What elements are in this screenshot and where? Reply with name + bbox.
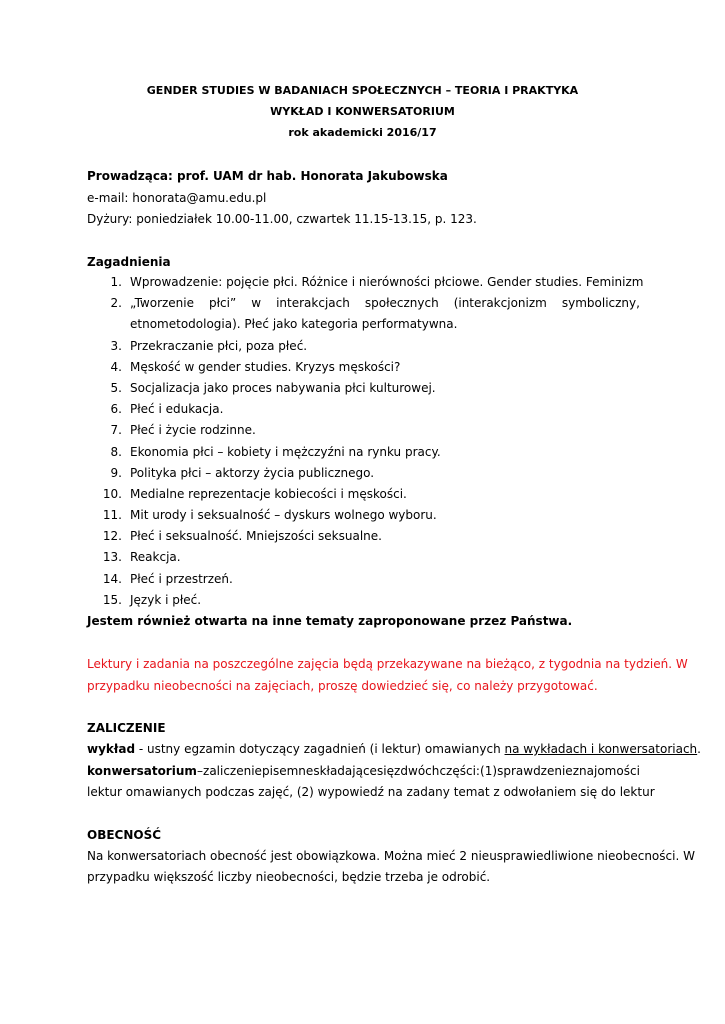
list-item: 13. Reakcja. bbox=[102, 550, 181, 565]
list-item: 5. Socjalizacja jako proces nabywania płci kulturowej. bbox=[110, 380, 436, 395]
list-item: 3. Przekraczanie płci, poza płeć. bbox=[110, 338, 308, 353]
document-title: GENDER STUDIES W BADANIACH SPOŁECZNYCH – TEORIA I PRAKTYKA bbox=[146, 84, 579, 97]
list-item: 1. Wprowadzenie: pojęcie płci. Różnice i nierówności płciowe. Gender studies. Feminizm bbox=[110, 275, 644, 289]
topics-heading: Zagadnienia bbox=[87, 255, 171, 269]
list-item: 12. Płeć i seksualność. Mniejszości seksualne. bbox=[102, 529, 382, 544]
list-item: 14. Płeć i przestrzeń. bbox=[102, 571, 233, 586]
academic-year: rok akademicki 2016/17 bbox=[288, 126, 437, 139]
list-item: 8. Ekonomia płci – kobiety i mężczyźni na rynku pracy. bbox=[110, 444, 441, 459]
topics-list bbox=[87, 272, 644, 611]
readings-note-line-1: Lektury i zadania na poszczególne zajęcia będą przekazywane na bieżąco, z tygodnia na tydzień. W bbox=[87, 657, 688, 671]
list-item: 4. Męskość w gender studies. Kryzys męskości? bbox=[110, 359, 401, 374]
seminar-requirement-line-2: lektur omawianych podczas zajęć, (2) wypowiedź na zadany temat z odwołaniem się do lektur bbox=[87, 785, 655, 799]
readings-note-line-2: przypadku nieobecności na zajęciach, proszę dowiedzieć się, co należy przygotować. bbox=[87, 679, 598, 693]
list-item: 11. Mit urody i seksualność – dyskurs wolnego wyboru. bbox=[102, 508, 437, 523]
open-topics-note: Jestem również otwarta na inne tematy zaproponowane przez Państwa. bbox=[87, 614, 573, 628]
list-item: 2. „Tworzenie płci” w interakcjach społecznych (interakcjonizm symboliczny, etnometodologia). Płeć jako kategoria performatywna. bbox=[87, 293, 640, 335]
topic-2-line-1: „Tworzenie płci” w interakcjach społecznych (interakcjonizm symboliczny, bbox=[130, 296, 640, 311]
topic-2-line-2: etnometodologia). Płeć jako kategoria performatywna. bbox=[130, 317, 458, 332]
attendance-line-2: przypadku większość liczby nieobecności, będzie trzeba je odrobić. bbox=[87, 870, 491, 884]
lecture-requirement: wykład - ustny egzamin dotyczący zagadnień (i lektur) omawianych na wykładach i konwersatoriach. bbox=[87, 742, 701, 756]
list-item: 9. Polityka płci – aktorzy życia publicznego. bbox=[110, 465, 375, 480]
lecturer-line: Prowadząca: prof. UAM dr hab. Honorata Jakubowska bbox=[87, 169, 448, 183]
document-subtitle: WYKŁAD I KONWERSATORIUM bbox=[270, 105, 455, 118]
attendance-line-1: Na konwersatoriach obecność jest obowiązkowa. Można mieć 2 nieusprawiedliwione nieobecności. W bbox=[87, 849, 695, 863]
list-item: 10. Medialne reprezentacje kobiecości i męskości. bbox=[102, 486, 407, 501]
attendance-heading: OBECNOŚĆ bbox=[87, 828, 162, 842]
list-item: 15. Język i płeć. bbox=[102, 592, 202, 607]
list-item: 7. Płeć i życie rodzinne. bbox=[110, 423, 256, 438]
email-line: e-mail: honorata@amu.edu.pl bbox=[87, 191, 267, 205]
office-hours-line: Dyżury: poniedziałek 10.00-11.00, czwartek 11.15-13.15, p. 123. bbox=[87, 212, 477, 226]
list-item: 6. Płeć i edukacja. bbox=[110, 402, 224, 417]
seminar-requirement-line-1: konwersatorium – zaliczenie pisemne składające się z dwóch części: (1) sprawdzenie znajomości bbox=[87, 764, 640, 778]
passing-heading: ZALICZENIE bbox=[87, 721, 166, 735]
